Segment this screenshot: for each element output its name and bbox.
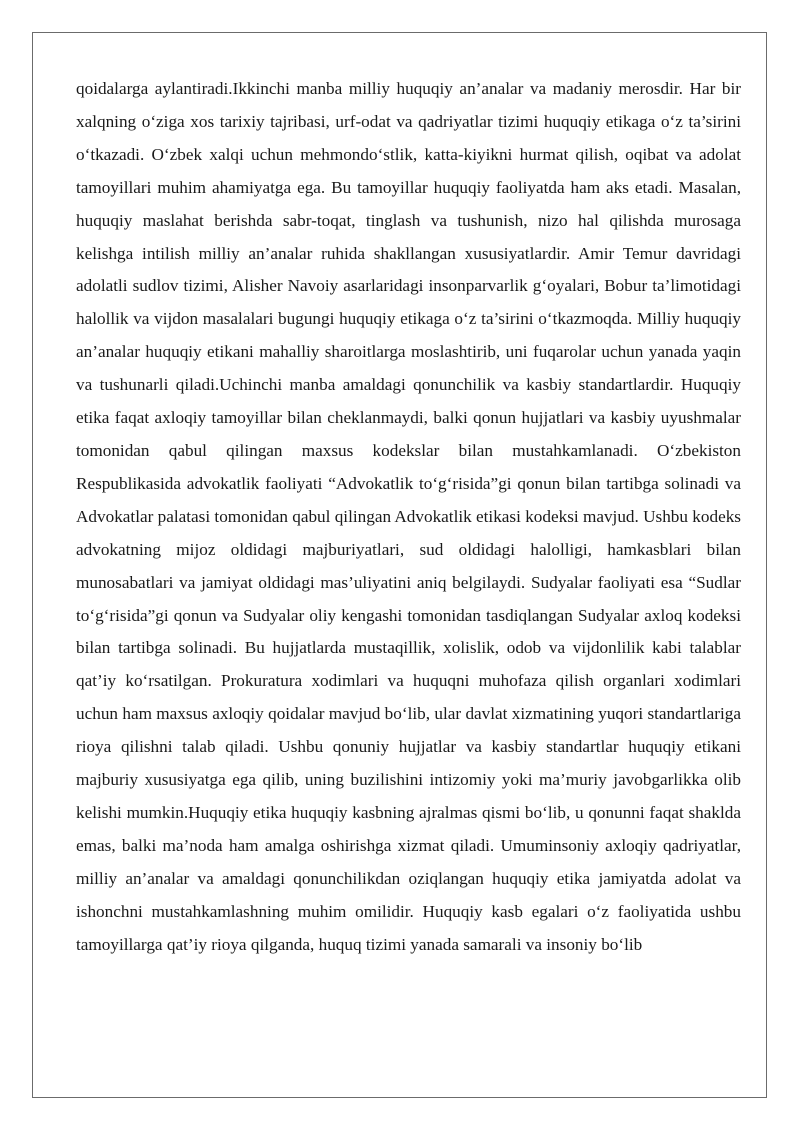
document-body-text: qoidalarga aylantiradi.Ikkinchi manba milliy huquqiy an’analar va madaniy merosdir. Har bir xalqning o‘ziga xos tarixiy tajribasi, urf-odat va qadriyatlar tizimi huquqiy etikaga o‘z ta’sirini o‘tkazadi. O‘zbek xalqi uchun mehmondo‘stlik, katta-kiyikni hurmat qilish, oqibat va adolat tamoyillari muhim ahamiyatga ega. Bu tamoyillar huquqiy faoliyatda ham aks etadi. Masalan, huquqiy maslahat berishda sabr-toqat, tinglash va tushunish, nizo hal qilishda murosaga kelishga intilish milliy an’analar ruhida shakllangan xususiyatlardir. Amir Temur davridagi adolatli sudlov tizimi, Alisher Navoiy asarlaridagi insonparvarlik g‘oyalari, Bobur ta’limotidagi halollik va vijdon masalalari bugungi huquqiy etikaga o‘z ta’sirini o‘tkazmoqda. Milliy huquqiy an’analar huquqiy etikani mahalliy sharoitlarga moslashtirib, uni fuqarolar uchun yanada yaqin va tushunarli qiladi.Uchinchi manba amaldagi qonunchilik va kasbiy standartlardir. Huquqiy etika faqat axloqiy tamoyillar bilan cheklanmaydi, balki qonun hujjatlari va kasbiy uyushmalar tomonidan qabul qilingan maxsus kodekslar bilan mustahkamlanadi. O‘zbekiston Respublikasida advokatlik faoliyati “Advokatlik to‘g‘risida”gi qonun bilan tartibga solinadi va Advokatlar palatasi tomonidan qabul qilingan Advokatlik etikasi kodeksi mavjud. Ushbu kodeks advokatning mijoz oldidagi majburiyatlari, sud oldidagi halolligi, hamkasblari bilan munosabatlari va jamiyat oldidagi mas’uliyatini aniq belgilaydi. Sudyalar faoliyati esa “Sudlar to‘g‘risida”gi qonun va Sudyalar oliy kengashi tomonidan tasdiqlangan Sudyalar axloq kodeksi bilan tartibga solinadi. Bu hujjatlarda mustaqillik, xolislik, odob va vijdonlilik kabi talablar qat’iy ko‘rsatilgan. Prokuratura xodimlari va huquqni muhofaza qilish organlari xodimlari uchun ham maxsus axloqiy qoidalar mavjud bo‘lib, ular davlat xizmatining yuqori standartlariga rioya qilishni talab qiladi. Ushbu qonuniy hujjatlar va kasbiy standartlar huquqiy etikani majburiy xususiyatga ega qilib, uning buzilishini intizomiy yoki ma’muriy javobgarlikka olib kelishi mumkin.Huquqiy etika huquqiy kasbning ajralmas qismi bo‘lib, u qonunni faqat shaklda emas, balki ma’noda ham amalga oshirishga xizmat qiladi. Umuminsoniy axloqiy qadriyatlar, milliy an’analar va amaldagi qonunchilikdan oziqlangan huquqiy etika jamiyatda adolat va ishonchni mustahkamlashning muhim omilidir. Huquqiy kasb egalari o‘z faoliyatida ushbu tamoyillarga qat’iy rioya qilganda, huquq tizimi yanada samarali va insoniy bo‘lib	[76, 79, 741, 954]
